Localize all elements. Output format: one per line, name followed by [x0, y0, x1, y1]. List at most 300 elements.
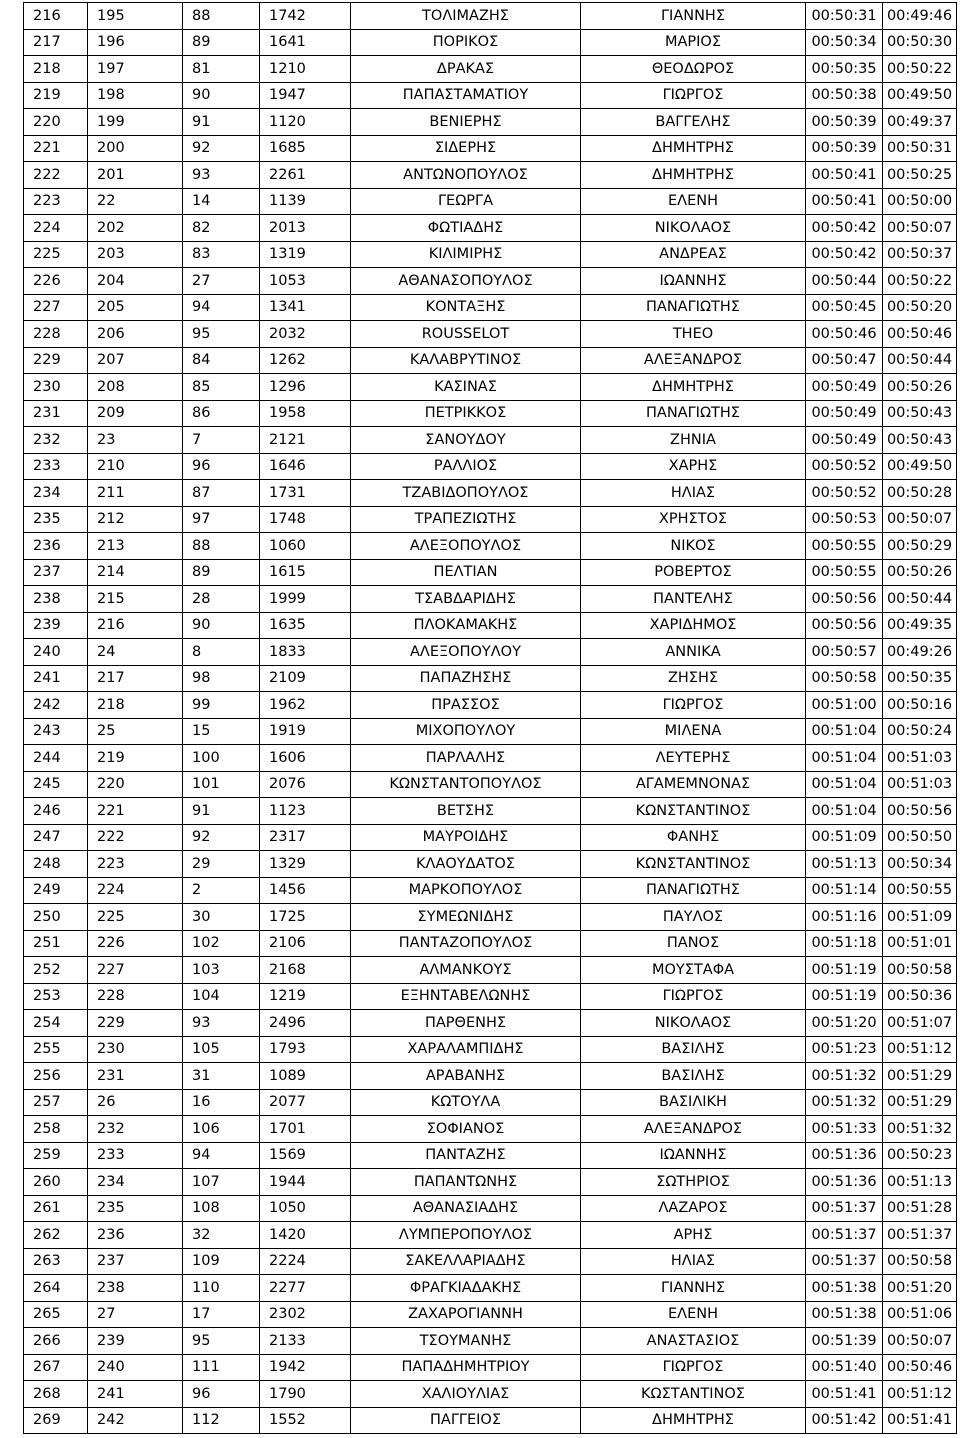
category-rank-cell: 96: [183, 1381, 260, 1408]
category-rank-cell: 98: [183, 665, 260, 692]
surname-cell: ΚΑΛΑΒΡΥΤΙΝΟΣ: [351, 347, 581, 374]
gender-rank-cell: 218: [88, 692, 183, 719]
surname-cell: ΑΛΕΞΟΠΟΥΛΟΥ: [351, 639, 581, 666]
overall-rank-cell: 238: [24, 586, 88, 613]
bib-number-cell: 2106: [260, 930, 351, 957]
bib-number-cell: 1833: [260, 639, 351, 666]
net-time-cell: 00:51:20: [883, 1275, 957, 1302]
overall-rank-cell: 255: [24, 1036, 88, 1063]
gun-time-cell: 00:50:31: [806, 3, 883, 30]
net-time-cell: 00:51:32: [883, 1116, 957, 1143]
gender-rank-cell: 222: [88, 824, 183, 851]
gender-rank-cell: 212: [88, 506, 183, 533]
table-row: [24, 1301, 957, 1328]
first-name-cell: ΚΩΝΣΤΑΝΤΙΝΟΣ: [581, 851, 806, 878]
bib-number-cell: 1219: [260, 983, 351, 1010]
net-time-cell: 00:49:37: [883, 109, 957, 136]
category-rank-cell: 99: [183, 692, 260, 719]
first-name-cell: ΚΩΣΤΑΝΤΙΝΟΣ: [581, 1381, 806, 1408]
net-time-cell: 00:50:25: [883, 162, 957, 189]
overall-rank-cell: 262: [24, 1222, 88, 1249]
first-name-cell: ΖΗΣΗΣ: [581, 665, 806, 692]
gender-rank-cell: 208: [88, 374, 183, 401]
overall-rank-cell: 228: [24, 321, 88, 348]
first-name-cell: ΣΩΤΗΡΙΟΣ: [581, 1169, 806, 1196]
gender-rank-cell: 227: [88, 957, 183, 984]
net-time-cell: 00:50:50: [883, 824, 957, 851]
category-rank-cell: 28: [183, 586, 260, 613]
overall-rank-cell: 243: [24, 718, 88, 745]
category-rank-cell: 15: [183, 718, 260, 745]
surname-cell: ΧΑΡΑΛΑΜΠΙΔΗΣ: [351, 1036, 581, 1063]
table-row: [24, 665, 957, 692]
gun-time-cell: 00:50:52: [806, 453, 883, 480]
surname-cell: ΠΑΝΤΑΖΟΠΟΥΛΟΣ: [351, 930, 581, 957]
gender-rank-cell: 216: [88, 612, 183, 639]
bib-number-cell: 1296: [260, 374, 351, 401]
table-row: [24, 639, 957, 666]
category-rank-cell: 110: [183, 1275, 260, 1302]
gender-rank-cell: 214: [88, 559, 183, 586]
first-name-cell: ΔΗΜΗΤΡΗΣ: [581, 135, 806, 162]
gun-time-cell: 00:50:49: [806, 400, 883, 427]
first-name-cell: ΓΙΩΡΓΟΣ: [581, 692, 806, 719]
gun-time-cell: 00:51:32: [806, 1063, 883, 1090]
gun-time-cell: 00:50:38: [806, 82, 883, 109]
net-time-cell: 00:50:44: [883, 347, 957, 374]
surname-cell: ΜΙΧΟΠΟΥΛΟΥ: [351, 718, 581, 745]
gun-time-cell: 00:51:36: [806, 1142, 883, 1169]
net-time-cell: 00:50:29: [883, 533, 957, 560]
surname-cell: ΣΑΚΕΛΛΑΡΙΑΔΗΣ: [351, 1248, 581, 1275]
first-name-cell: ΓΙΩΡΓΟΣ: [581, 983, 806, 1010]
bib-number-cell: 2261: [260, 162, 351, 189]
gender-rank-cell: 225: [88, 904, 183, 931]
category-rank-cell: 91: [183, 109, 260, 136]
surname-cell: ΑΡΑΒΑΝΗΣ: [351, 1063, 581, 1090]
first-name-cell: ΙΩΑΝΝΗΣ: [581, 1142, 806, 1169]
overall-rank-cell: 233: [24, 453, 88, 480]
table-row: [24, 268, 957, 295]
overall-rank-cell: 248: [24, 851, 88, 878]
surname-cell: ΠΑΠΑΔΗΜΗΤΡΙΟΥ: [351, 1354, 581, 1381]
net-time-cell: 00:50:37: [883, 241, 957, 268]
surname-cell: ΑΛΜΑΝΚΟΥΣ: [351, 957, 581, 984]
first-name-cell: ΧΑΡΙΔΗΜΟΣ: [581, 612, 806, 639]
net-time-cell: 00:51:09: [883, 904, 957, 931]
bib-number-cell: 1552: [260, 1407, 351, 1434]
gun-time-cell: 00:50:34: [806, 29, 883, 56]
net-time-cell: 00:50:20: [883, 294, 957, 321]
category-rank-cell: 14: [183, 188, 260, 215]
surname-cell: ΤΣΑΒΔΑΡΙΔΗΣ: [351, 586, 581, 613]
net-time-cell: 00:51:07: [883, 1010, 957, 1037]
category-rank-cell: 89: [183, 559, 260, 586]
gun-time-cell: 00:50:46: [806, 321, 883, 348]
first-name-cell: ΖΗΝΙΑ: [581, 427, 806, 454]
category-rank-cell: 109: [183, 1248, 260, 1275]
net-time-cell: 00:50:00: [883, 188, 957, 215]
gun-time-cell: 00:50:47: [806, 347, 883, 374]
table-row: [24, 559, 957, 586]
surname-cell: ΠΛΟΚΑΜΑΚΗΣ: [351, 612, 581, 639]
net-time-cell: 00:50:58: [883, 1248, 957, 1275]
table-row: [24, 321, 957, 348]
category-rank-cell: 93: [183, 162, 260, 189]
bib-number-cell: 1942: [260, 1354, 351, 1381]
gender-rank-cell: 223: [88, 851, 183, 878]
net-time-cell: 00:51:03: [883, 745, 957, 772]
net-time-cell: 00:50:28: [883, 480, 957, 507]
table-row: [24, 453, 957, 480]
overall-rank-cell: 240: [24, 639, 88, 666]
gender-rank-cell: 221: [88, 798, 183, 825]
category-rank-cell: 86: [183, 400, 260, 427]
table-row: [24, 586, 957, 613]
overall-rank-cell: 245: [24, 771, 88, 798]
surname-cell: ΣΙΔΕΡΗΣ: [351, 135, 581, 162]
gender-rank-cell: 241: [88, 1381, 183, 1408]
gun-time-cell: 00:51:13: [806, 851, 883, 878]
gun-time-cell: 00:51:04: [806, 771, 883, 798]
overall-rank-cell: 258: [24, 1116, 88, 1143]
category-rank-cell: 90: [183, 612, 260, 639]
first-name-cell: ΛΕΥΤΕΡΗΣ: [581, 745, 806, 772]
gun-time-cell: 00:50:41: [806, 188, 883, 215]
table-row: [24, 29, 957, 56]
overall-rank-cell: 239: [24, 612, 88, 639]
first-name-cell: ΦΑΝΗΣ: [581, 824, 806, 851]
net-time-cell: 00:50:46: [883, 1354, 957, 1381]
gender-rank-cell: 22: [88, 188, 183, 215]
bib-number-cell: 2496: [260, 1010, 351, 1037]
overall-rank-cell: 267: [24, 1354, 88, 1381]
gun-time-cell: 00:51:20: [806, 1010, 883, 1037]
overall-rank-cell: 263: [24, 1248, 88, 1275]
bib-number-cell: 1123: [260, 798, 351, 825]
net-time-cell: 00:50:26: [883, 559, 957, 586]
category-rank-cell: 91: [183, 798, 260, 825]
gun-time-cell: 00:50:58: [806, 665, 883, 692]
table-row: [24, 1407, 957, 1434]
gun-time-cell: 00:50:39: [806, 135, 883, 162]
net-time-cell: 00:50:43: [883, 400, 957, 427]
surname-cell: ΚΙΛΙΜΙΡΗΣ: [351, 241, 581, 268]
overall-rank-cell: 266: [24, 1328, 88, 1355]
table-row: [24, 188, 957, 215]
bib-number-cell: 1635: [260, 612, 351, 639]
gender-rank-cell: 200: [88, 135, 183, 162]
bib-number-cell: 1615: [260, 559, 351, 586]
table-row: [24, 533, 957, 560]
net-time-cell: 00:51:28: [883, 1195, 957, 1222]
first-name-cell: ΘΕΟΔΩΡΟΣ: [581, 56, 806, 83]
gender-rank-cell: 242: [88, 1407, 183, 1434]
overall-rank-cell: 250: [24, 904, 88, 931]
net-time-cell: 00:50:56: [883, 798, 957, 825]
category-rank-cell: 7: [183, 427, 260, 454]
surname-cell: ΑΛΕΞΟΠΟΥΛΟΣ: [351, 533, 581, 560]
surname-cell: ΑΘΑΝΑΣΙΑΔΗΣ: [351, 1195, 581, 1222]
bib-number-cell: 1919: [260, 718, 351, 745]
net-time-cell: 00:50:26: [883, 374, 957, 401]
first-name-cell: ΑΛΕΞΑΝΔΡΟΣ: [581, 1116, 806, 1143]
table-row: [24, 1169, 957, 1196]
gender-rank-cell: 23: [88, 427, 183, 454]
surname-cell: ΠΟΡΙΚΟΣ: [351, 29, 581, 56]
table-row: [24, 930, 957, 957]
bib-number-cell: 2077: [260, 1089, 351, 1116]
net-time-cell: 00:50:31: [883, 135, 957, 162]
table-row: [24, 1195, 957, 1222]
table-row: [24, 1354, 957, 1381]
gender-rank-cell: 26: [88, 1089, 183, 1116]
gender-rank-cell: 230: [88, 1036, 183, 1063]
bib-number-cell: 2013: [260, 215, 351, 242]
bib-number-cell: 1053: [260, 268, 351, 295]
surname-cell: ΤΖΑΒΙΔΟΠΟΥΛΟΣ: [351, 480, 581, 507]
first-name-cell: ΒΑΣΙΛΗΣ: [581, 1063, 806, 1090]
first-name-cell: ΓΙΩΡΓΟΣ: [581, 82, 806, 109]
net-time-cell: 00:51:13: [883, 1169, 957, 1196]
net-time-cell: 00:51:41: [883, 1407, 957, 1434]
surname-cell: ΚΩΤΟΥΛΑ: [351, 1089, 581, 1116]
first-name-cell: ΓΙΑΝΝΗΣ: [581, 1275, 806, 1302]
overall-rank-cell: 264: [24, 1275, 88, 1302]
surname-cell: ΕΞΗΝΤΑΒΕΛΩΝΗΣ: [351, 983, 581, 1010]
bib-number-cell: 1701: [260, 1116, 351, 1143]
table-row: [24, 1010, 957, 1037]
net-time-cell: 00:51:37: [883, 1222, 957, 1249]
category-rank-cell: 16: [183, 1089, 260, 1116]
first-name-cell: ΕΛΕΝΗ: [581, 1301, 806, 1328]
table-row: [24, 427, 957, 454]
overall-rank-cell: 218: [24, 56, 88, 83]
gender-rank-cell: 202: [88, 215, 183, 242]
overall-rank-cell: 231: [24, 400, 88, 427]
overall-rank-cell: 224: [24, 215, 88, 242]
overall-rank-cell: 235: [24, 506, 88, 533]
gun-time-cell: 00:50:56: [806, 586, 883, 613]
bib-number-cell: 1725: [260, 904, 351, 931]
surname-cell: ΣΑΝΟΥΔΟΥ: [351, 427, 581, 454]
overall-rank-cell: 217: [24, 29, 88, 56]
net-time-cell: 00:49:50: [883, 82, 957, 109]
bib-number-cell: 1944: [260, 1169, 351, 1196]
first-name-cell: ΔΗΜΗΤΡΗΣ: [581, 162, 806, 189]
first-name-cell: ΑΝΑΣΤΑΣΙΟΣ: [581, 1328, 806, 1355]
table-row: [24, 612, 957, 639]
gun-time-cell: 00:50:41: [806, 162, 883, 189]
gender-rank-cell: 24: [88, 639, 183, 666]
gun-time-cell: 00:50:42: [806, 215, 883, 242]
bib-number-cell: 1947: [260, 82, 351, 109]
overall-rank-cell: 260: [24, 1169, 88, 1196]
gun-time-cell: 00:51:19: [806, 957, 883, 984]
bib-number-cell: 2133: [260, 1328, 351, 1355]
first-name-cell: ΗΛΙΑΣ: [581, 480, 806, 507]
surname-cell: ΑΘΑΝΑΣΟΠΟΥΛΟΣ: [351, 268, 581, 295]
category-rank-cell: 108: [183, 1195, 260, 1222]
net-time-cell: 00:50:36: [883, 983, 957, 1010]
surname-cell: ΚΩΝΣΤΑΝΤΟΠΟΥΛΟΣ: [351, 771, 581, 798]
bib-number-cell: 1748: [260, 506, 351, 533]
table-row: [24, 109, 957, 136]
first-name-cell: ΑΝΝΙΚΑ: [581, 639, 806, 666]
category-rank-cell: 32: [183, 1222, 260, 1249]
gender-rank-cell: 237: [88, 1248, 183, 1275]
table-row: [24, 162, 957, 189]
first-name-cell: ΜΑΡΙΟΣ: [581, 29, 806, 56]
gender-rank-cell: 199: [88, 109, 183, 136]
category-rank-cell: 104: [183, 983, 260, 1010]
table-row: [24, 1328, 957, 1355]
bib-number-cell: 1262: [260, 347, 351, 374]
table-row: [24, 1381, 957, 1408]
category-rank-cell: 81: [183, 56, 260, 83]
category-rank-cell: 8: [183, 639, 260, 666]
bib-number-cell: 1569: [260, 1142, 351, 1169]
category-rank-cell: 94: [183, 1142, 260, 1169]
first-name-cell: ΧΑΡΗΣ: [581, 453, 806, 480]
gun-time-cell: 00:50:44: [806, 268, 883, 295]
overall-rank-cell: 257: [24, 1089, 88, 1116]
gender-rank-cell: 224: [88, 877, 183, 904]
first-name-cell: ΓΙΑΝΝΗΣ: [581, 3, 806, 30]
table-row: [24, 1142, 957, 1169]
first-name-cell: THEO: [581, 321, 806, 348]
net-time-cell: 00:50:58: [883, 957, 957, 984]
category-rank-cell: 84: [183, 347, 260, 374]
overall-rank-cell: 246: [24, 798, 88, 825]
first-name-cell: ΑΡΗΣ: [581, 1222, 806, 1249]
gender-rank-cell: 235: [88, 1195, 183, 1222]
gun-time-cell: 00:51:37: [806, 1248, 883, 1275]
overall-rank-cell: 265: [24, 1301, 88, 1328]
surname-cell: ΣΟΦΙΑΝΟΣ: [351, 1116, 581, 1143]
bib-number-cell: 2302: [260, 1301, 351, 1328]
gender-rank-cell: 210: [88, 453, 183, 480]
gun-time-cell: 00:50:49: [806, 427, 883, 454]
bib-number-cell: 1742: [260, 3, 351, 30]
overall-rank-cell: 234: [24, 480, 88, 507]
gender-rank-cell: 204: [88, 268, 183, 295]
net-time-cell: 00:50:44: [883, 586, 957, 613]
net-time-cell: 00:51:29: [883, 1063, 957, 1090]
overall-rank-cell: 256: [24, 1063, 88, 1090]
bib-number-cell: 1646: [260, 453, 351, 480]
net-time-cell: 00:50:46: [883, 321, 957, 348]
gender-rank-cell: 238: [88, 1275, 183, 1302]
bib-number-cell: 1089: [260, 1063, 351, 1090]
bib-number-cell: 1060: [260, 533, 351, 560]
surname-cell: ΜΑΥΡΟΙΔΗΣ: [351, 824, 581, 851]
surname-cell: ΡΑΛΛΙΟΣ: [351, 453, 581, 480]
surname-cell: ΤΟΛΙΜΑΖΗΣ: [351, 3, 581, 30]
gun-time-cell: 00:51:41: [806, 1381, 883, 1408]
first-name-cell: ΠΑΝΑΓΙΩΤΗΣ: [581, 877, 806, 904]
first-name-cell: ΚΩΝΣΤΑΝΤΙΝΟΣ: [581, 798, 806, 825]
net-time-cell: 00:49:35: [883, 612, 957, 639]
surname-cell: ΠΑΠΑΣΤΑΜΑΤΙΟΥ: [351, 82, 581, 109]
gun-time-cell: 00:51:36: [806, 1169, 883, 1196]
first-name-cell: ΠΑΝΤΕΛΗΣ: [581, 586, 806, 613]
gun-time-cell: 00:51:04: [806, 745, 883, 772]
table-row: [24, 877, 957, 904]
gender-rank-cell: 25: [88, 718, 183, 745]
category-rank-cell: 101: [183, 771, 260, 798]
net-time-cell: 00:50:23: [883, 1142, 957, 1169]
overall-rank-cell: 269: [24, 1407, 88, 1434]
first-name-cell: ΝΙΚΟΛΑΟΣ: [581, 215, 806, 242]
gun-time-cell: 00:51:38: [806, 1301, 883, 1328]
first-name-cell: ΝΙΚΟΛΑΟΣ: [581, 1010, 806, 1037]
category-rank-cell: 93: [183, 1010, 260, 1037]
first-name-cell: ΡΟΒΕΡΤΟΣ: [581, 559, 806, 586]
table-row: [24, 347, 957, 374]
table-row: [24, 851, 957, 878]
surname-cell: ΚΟΝΤΑΞΗΣ: [351, 294, 581, 321]
gender-rank-cell: 198: [88, 82, 183, 109]
surname-cell: ΚΑΣΙΝΑΣ: [351, 374, 581, 401]
net-time-cell: 00:50:35: [883, 665, 957, 692]
first-name-cell: ΜΟΥΣΤΑΦΑ: [581, 957, 806, 984]
gun-time-cell: 00:51:33: [806, 1116, 883, 1143]
overall-rank-cell: 237: [24, 559, 88, 586]
overall-rank-cell: 253: [24, 983, 88, 1010]
overall-rank-cell: 244: [24, 745, 88, 772]
overall-rank-cell: 225: [24, 241, 88, 268]
gun-time-cell: 00:50:45: [806, 294, 883, 321]
gender-rank-cell: 195: [88, 3, 183, 30]
overall-rank-cell: 268: [24, 1381, 88, 1408]
category-rank-cell: 31: [183, 1063, 260, 1090]
gender-rank-cell: 234: [88, 1169, 183, 1196]
net-time-cell: 00:51:12: [883, 1381, 957, 1408]
overall-rank-cell: 241: [24, 665, 88, 692]
table-row: [24, 215, 957, 242]
surname-cell: ΧΑΛΙΟΥΛΙΑΣ: [351, 1381, 581, 1408]
gender-rank-cell: 215: [88, 586, 183, 613]
overall-rank-cell: 252: [24, 957, 88, 984]
table-row: [24, 957, 957, 984]
first-name-cell: ΑΝΔΡΕΑΣ: [581, 241, 806, 268]
surname-cell: ΠΑΠΑΝΤΩΝΗΣ: [351, 1169, 581, 1196]
gun-time-cell: 00:50:39: [806, 109, 883, 136]
overall-rank-cell: 230: [24, 374, 88, 401]
gender-rank-cell: 196: [88, 29, 183, 56]
first-name-cell: ΔΗΜΗΤΡΗΣ: [581, 1407, 806, 1434]
bib-number-cell: 1210: [260, 56, 351, 83]
table-row: [24, 135, 957, 162]
overall-rank-cell: 219: [24, 82, 88, 109]
gender-rank-cell: 206: [88, 321, 183, 348]
table-row: [24, 745, 957, 772]
net-time-cell: 00:51:29: [883, 1089, 957, 1116]
bib-number-cell: 2168: [260, 957, 351, 984]
table-row: [24, 718, 957, 745]
surname-cell: ΠΕΛΤΙΑΝ: [351, 559, 581, 586]
surname-cell: ΠΑΡΘΕΝΗΣ: [351, 1010, 581, 1037]
overall-rank-cell: 221: [24, 135, 88, 162]
gun-time-cell: 00:50:42: [806, 241, 883, 268]
first-name-cell: ΗΛΙΑΣ: [581, 1248, 806, 1275]
surname-cell: ΠΑΝΤΑΖΗΣ: [351, 1142, 581, 1169]
gun-time-cell: 00:51:14: [806, 877, 883, 904]
first-name-cell: ΑΛΕΞΑΝΔΡΟΣ: [581, 347, 806, 374]
surname-cell: ΠΑΓΓΕΙΟΣ: [351, 1407, 581, 1434]
bib-number-cell: 1999: [260, 586, 351, 613]
